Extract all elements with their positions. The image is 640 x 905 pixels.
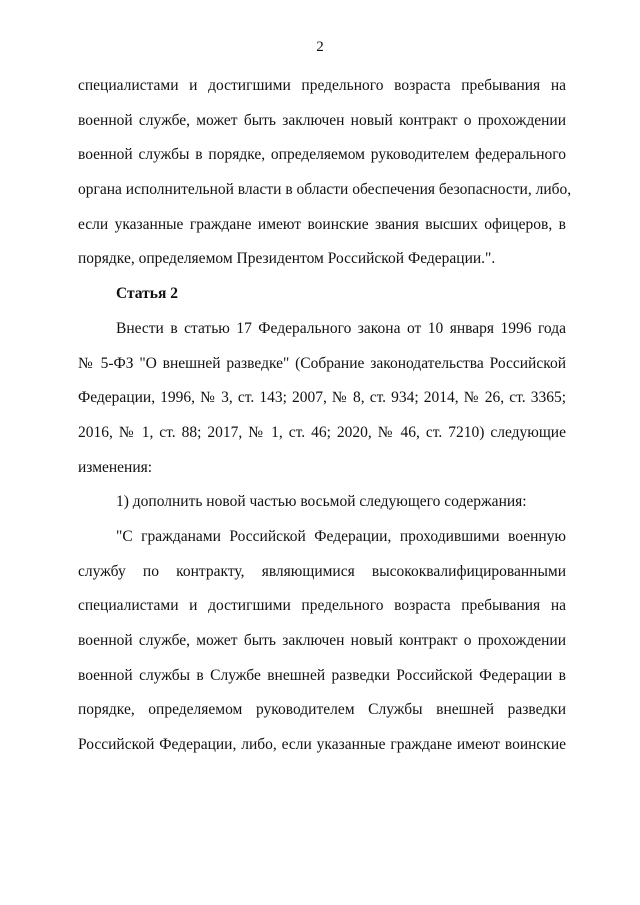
text-line: если указанные граждане имеют воинские звания высших офицеров, в — [78, 215, 566, 233]
text-line: 1) дополнить новой частью восьмой следующего содержания: — [116, 493, 527, 511]
text-line: 2016, № 1, ст. 88; 2017, № 1, ст. 46; 2020, № 46, ст. 7210) следующие — [78, 423, 566, 441]
text-line: Внести в статью 17 Федерального закона от 10 января 1996 года — [116, 319, 566, 337]
text-line: органа исполнительной власти в области обеспечения безопасности, либо, — [78, 181, 572, 199]
text-line: порядке, определяемом Президентом Российской Федерации.". — [78, 250, 496, 268]
text-line: военной службе, может быть заключен новый контракт о прохождении — [78, 111, 566, 129]
text-line: порядке, определяемом руководителем Службы внешней разведки — [78, 701, 566, 719]
text-line: специалистами и достигшими предельного возраста пребывания на — [78, 77, 566, 94]
page-number: 2 — [316, 39, 324, 55]
article-heading: Статья 2 — [116, 285, 178, 303]
text-line: "С гражданами Российской Федерации, проходившими военную — [116, 527, 566, 545]
text-line: специалистами и достигшими предельного возраста пребывания на — [78, 597, 566, 615]
text-line: Федерации, 1996, № 3, ст. 143; 2007, № 8, ст. 934; 2014, № 26, ст. 3365; — [78, 389, 566, 407]
text-line: военной службы в порядке, определяемом руководителем федерального — [78, 146, 566, 164]
text-line: службу по контракту, являющимися высококвалифицированными — [78, 562, 566, 580]
text-line: военной службы в Службе внешней разведки Российской Федерации в — [78, 666, 566, 684]
text-line: военной службе, может быть заключен новый контракт о прохождении — [78, 632, 566, 649]
document-body — [78, 74, 572, 768]
text-line: изменения: — [78, 458, 153, 476]
text-line: Российской Федерации, либо, если указанные граждане имеют воинские — [78, 736, 566, 754]
text-line: № 5-ФЗ "О внешней разведке" (Собрание законодательства Российской — [78, 354, 566, 372]
